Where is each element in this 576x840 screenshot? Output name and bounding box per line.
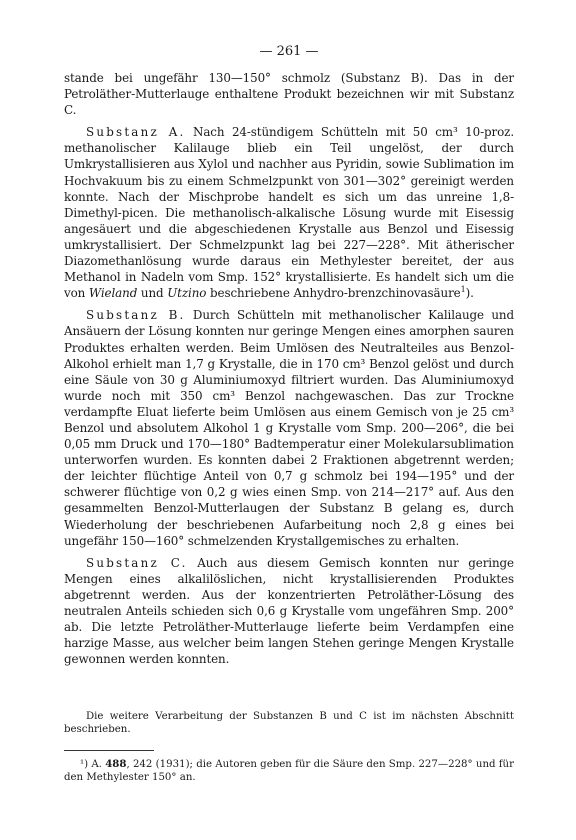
paragraph-substanz-b bbox=[64, 307, 514, 548]
footnote-divider bbox=[64, 750, 154, 751]
note-text: Die weitere Verarbeitung der Substanzen B und C ist im nächsten Abschnitt beschrieben. bbox=[64, 711, 514, 735]
footnote-reference: 1 bbox=[460, 285, 466, 295]
footnote-body: , 242 (1931); die Autoren geben für die Säure den Smp. 227—228° und für den Methylester 150° an. bbox=[64, 759, 514, 783]
substanz-a-body: Nach 24-stündigem Schütteln mit 50 cm³ 10-proz. methanolischer Kalilauge blieb ein Teil ungelöst, der durch Umkrystallisieren aus Xylol und nachher aus Pyridin, sowie Sublimation im Hochvakuum bis zu einem Schmelzpunkt von 301—302° gereinigt werden konnte. Nach der Mischprobe handelt es sich um das unreine 1,8-Dimethyl-picen. Die methanolisch-alkalische Lösung wurde mit Eisessig angesäuert und die abgeschiedenen Krystalle aus Benzol und Eisessig umkrystallisiert. Der Schmelzpunkt lag bei 227—228°. Mit ätherischer Diazomethanlösung wurde daraus ein Methylester bereitet, der aus Methanol in Nadeln vom Smp. 152° krystallisierte. Es handelt sich um die von bbox=[64, 125, 515, 301]
footnote bbox=[64, 758, 514, 784]
heading-substanz-c: Substanz C. bbox=[86, 555, 188, 570]
substanz-a-end: ). bbox=[465, 286, 474, 301]
paragraph-continuation: stande bei ungefähr 130—150° schmolz (Substanz B). Das in der Petroläther-Mutterlauge enthaltene Produkt bezeichnen wir mit Substanz C. bbox=[64, 71, 514, 118]
substanz-a-tail: beschriebene Anhydro-brenzchinovasäure bbox=[206, 286, 461, 301]
paragraph-substanz-a bbox=[64, 124, 514, 301]
document-page bbox=[64, 0, 514, 840]
author-utzino: Utzino bbox=[167, 286, 207, 301]
paragraph-substanz-c bbox=[64, 555, 514, 668]
footnote-text bbox=[64, 758, 514, 784]
conjunction: und bbox=[137, 286, 168, 301]
page-number: — 261 — bbox=[259, 44, 319, 59]
footnote-marker: ¹) A. bbox=[80, 759, 106, 770]
substanz-b-body: Durch Schütteln mit methanolischer Kalilauge und Ansäuern der Lösung konnten nur geringe Mengen eines amorphen sauren Produktes erhalten werden. Beim Umlösen des Neutralteiles aus Benzol-Alkohol erhielt man 1,7 g Krystalle, die in 170 cm³ Benzol gelöst und durch eine Säule von 30 g Aluminiumoxyd filtriert wurden. Das Aluminiumoxyd wurde noch mit 350 cm³ Benzol nachgewaschen. Das zur Trockne verdampfte Eluat lieferte beim Umlösen aus einem Gemisch von je 25 cm³ Benzol und absolutem Alkohol 1 g Krystalle vom Smp. 200—206°, die bei 0,05 mm Druck und 170—180° Badtemperatur einer Molekularsublimation unterworfen wurden. Es konnten dabei 2 Fraktionen abgetrennt werden; der leichter flüchtige Anteil von 0,7 g schmolz bei 194—195° und der schwerer flüchtige von 0,2 g wies einen Smp. von 214—217° auf. Aus den gesammelten Benzol-Mutterlaugen der Substanz B gelang es, durch Wiederholung der beschriebenen Aufarbeitung noch 2,8 g eines bei ungefähr 150—160° schmelzenden Krystallgemisches zu erhalten. bbox=[64, 308, 514, 548]
substanz-c-body: Auch aus diesem Gemisch konnten nur geringe Mengen eines alkalilöslichen, nicht krystallisierenden Produktes abgetrennt werden. Aus der konzentrierten Petroläther-Lösung des neutralen Anteils schieden sich 0,6 g Krystalle vom ungefähren Smp. 200° ab. Die letzte Petroläther-Mutterlauge lieferte beim Verdampfen eine harzige Masse, aus welcher beim langen Stehen geringe Mengen Krystalle gewonnen werden konnten. bbox=[64, 555, 514, 667]
main-text bbox=[64, 70, 514, 673]
footnote-volume: 488 bbox=[105, 758, 127, 770]
author-wieland: Wieland bbox=[88, 286, 138, 301]
heading-substanz-a: Substanz A. bbox=[86, 125, 186, 140]
small-print-note bbox=[64, 710, 514, 736]
heading-substanz-b: Substanz B. bbox=[86, 308, 186, 323]
